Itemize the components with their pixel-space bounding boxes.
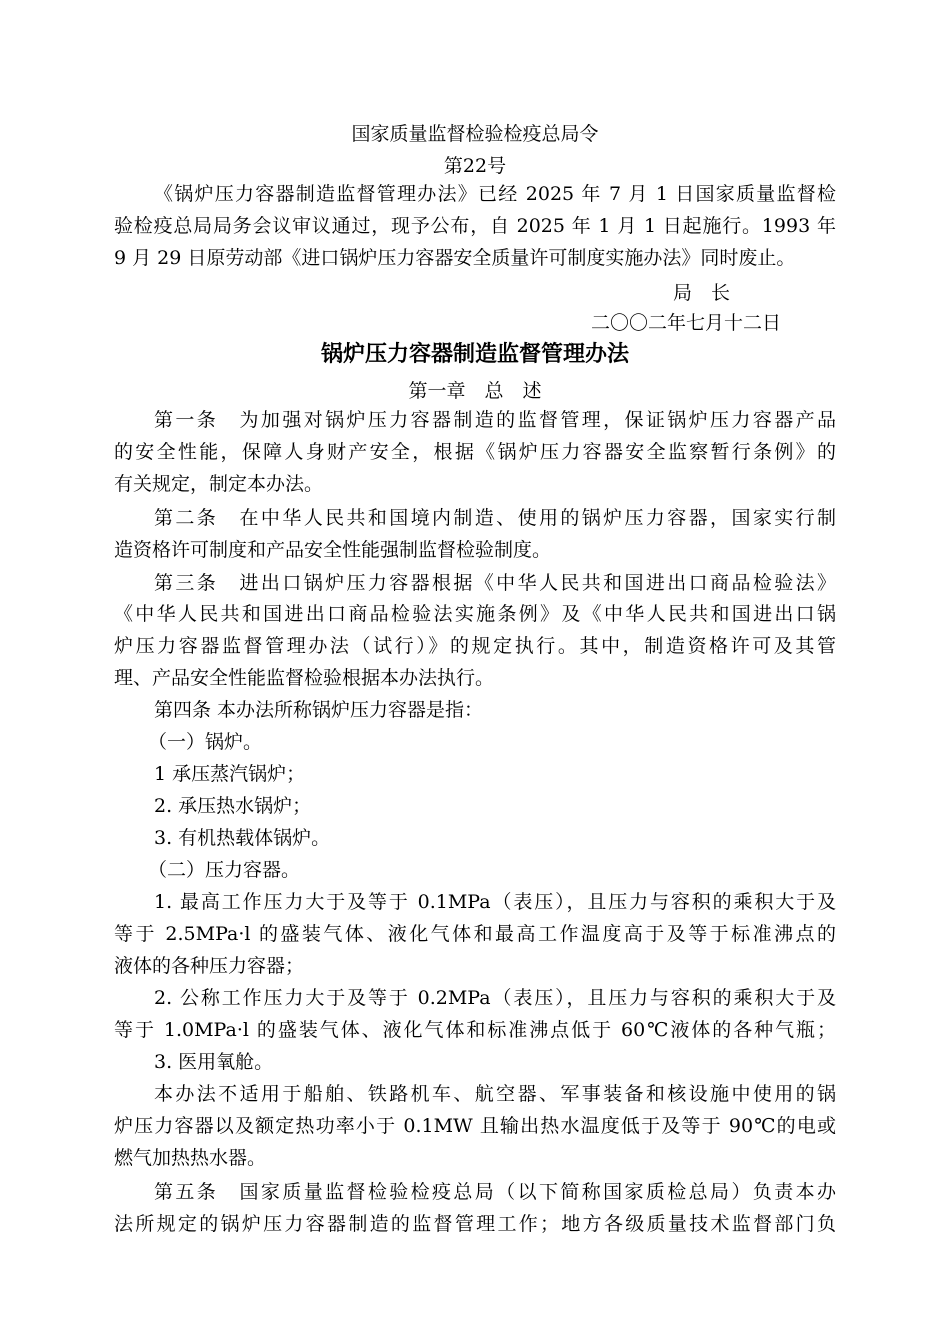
body-line: 第三条 进出口锅炉压力容器根据《中华人民共和国进出口商品检验法》 [154,572,836,594]
body-line: 理、产品安全性能监督检验根据本办法执行。 [114,667,495,689]
body-line: 液体的各种压力容器； [114,955,305,977]
body-line: 第四条 本办法所称锅炉压力容器是指： [154,699,484,721]
body-line: 法所规定的锅炉压力容器制造的监督管理工作；地方各级质量技术监督部门负 [114,1213,836,1235]
body-line: 1 承压蒸汽锅炉； [154,763,306,785]
body-line: 有关规定，制定本办法。 [114,473,324,495]
body-line: （一）锅炉。 [148,731,263,753]
decree-date: 二〇〇二年七月十二日 [591,312,782,334]
body-line: 2. 承压热水锅炉； [154,795,312,817]
signer: 局 长 [673,282,731,304]
body-line: 3. 医用氧舱。 [154,1051,274,1073]
body-line: 第一条 为加强对锅炉压力容器制造的监督管理，保证锅炉压力容器产品 [154,409,836,431]
body-line: 第二条 在中华人民共和国境内制造、使用的锅炉压力容器，国家实行制 [154,507,836,529]
body-line: （二）压力容器。 [148,859,301,881]
body-line: 炉压力容器以及额定热功率小于 0.1MW 且输出热水温度低于及等于 90℃的电或 [114,1115,836,1137]
body-line: 等于 1.0MPa·l 的盛装气体、液化气体和标准沸点低于 60℃液体的各种气瓶； [114,1019,836,1041]
body-line: 的安全性能，保障人身财产安全，根据《锅炉压力容器安全监察暂行条例》的 [114,441,836,463]
body-line: 炉压力容器监督管理办法（试行）》的规定执行。其中，制造资格许可及其管 [114,635,836,657]
body-line: 1. 最高工作压力大于及等于 0.1MPa（表压），且压力与容积的乘积大于及 [154,891,836,913]
body-line: 2. 公称工作压力大于及等于 0.2MPa（表压），且压力与容积的乘积大于及 [154,987,836,1009]
document-title: 锅炉压力容器制造监督管理办法 [320,342,629,367]
decree-title: 国家质量监督检验检疫总局令 [351,123,599,145]
body-line: 燃气加热热水器。 [114,1147,267,1169]
body-line: 3. 有机热载体锅炉。 [154,827,331,849]
body-line: 《中华人民共和国进出口商品检验法实施条例》及《中华人民共和国进出口锅 [114,603,836,625]
preamble-line: 验检疫总局局务会议审议通过，现予公布，自 2025 年 1 月 1 日起施行。1993 年 [114,215,836,237]
preamble-line: 9 月 29 日原劳动部《进口锅炉压力容器安全质量许可制度实施办法》同时废止。 [114,247,796,269]
preamble-line: 《锅炉压力容器制造监督管理办法》已经 2025 年 7 月 1 日国家质量监督检 [154,183,836,205]
body-line: 等于 2.5MPa·l 的盛装气体、液化气体和最高工作温度高于及等于标准沸点的 [114,923,836,945]
body-line: 造资格许可制度和产品安全性能强制监督检验制度。 [114,539,552,561]
chapter-heading: 第一章 总 述 [408,380,542,402]
body-line: 本办法不适用于船舶、铁路机车、航空器、军事装备和核设施中使用的锅 [154,1083,836,1105]
decree-number: 第22号 [443,155,507,177]
body-line: 第五条 国家质量监督检验检疫总局（以下简称国家质检总局）负责本办 [154,1181,836,1203]
